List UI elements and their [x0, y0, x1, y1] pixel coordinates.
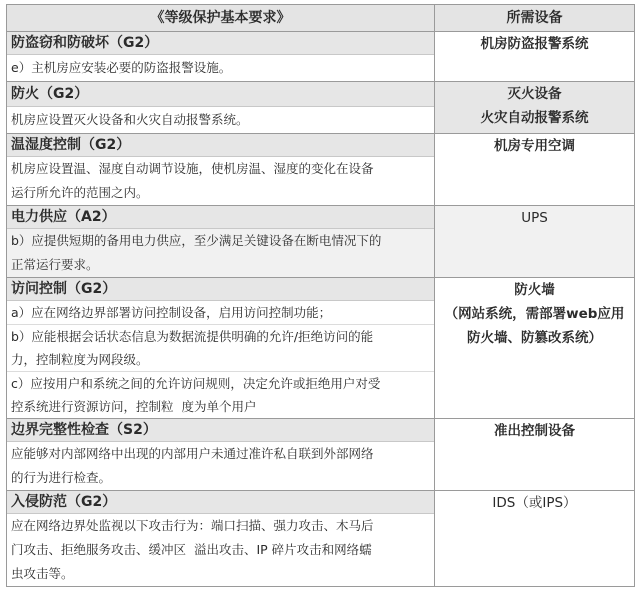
requirement-line: c）应按用户和系统之间的允许访问规则，决定允许或拒绝用户对受 — [7, 371, 434, 395]
equipment-name: 准出控制设备 — [494, 423, 575, 439]
requirement-line: 应能够对内部网络中出现的内部用户未通过准许私自联到外部网络 — [11, 446, 374, 461]
equipment-name: IDS（或IPS） — [492, 495, 577, 511]
requirement-line: b）应提供短期的备用电力供应，至少满足关键设备在断电情况下的 — [7, 229, 434, 253]
equipment-cell — [435, 134, 635, 206]
requirement-line: e）主机房应安装必要的防盗报警设施。 — [11, 60, 232, 75]
header-equipment: 所需设备 — [435, 5, 635, 32]
requirement-line: 运行所允许的范围之内。 — [11, 185, 149, 200]
requirement-cell — [7, 32, 435, 82]
requirement-title: 访问控制（G2） — [7, 278, 434, 301]
requirement-cell — [7, 419, 435, 491]
requirement-cell — [7, 278, 435, 419]
requirement-title: 温湿度控制（G2） — [7, 134, 434, 157]
table-row-boundary-integrity — [7, 419, 635, 491]
equipment-name: 灭火设备 — [507, 86, 562, 102]
requirement-line: 虫攻击等。 — [11, 566, 74, 581]
requirement-cell — [7, 491, 435, 587]
requirements-table — [6, 4, 635, 587]
requirement-line: a）应在网络边界部署访问控制设备，启用访问控制功能； — [11, 305, 332, 320]
table-row-anti-theft — [7, 32, 635, 82]
requirement-cell — [7, 82, 435, 134]
equipment-name: 机房专用空调 — [494, 138, 575, 154]
requirement-cell — [7, 134, 435, 206]
requirement-line: 力，控制粒度为网段级。 — [11, 352, 149, 367]
requirement-line: 控系统进行资源访问，控制粒 度为单个用户 — [11, 399, 257, 414]
equipment-name: 火灾自动报警系统 — [480, 110, 589, 126]
equipment-cell — [435, 419, 635, 491]
equipment-cell — [435, 491, 635, 587]
equipment-cell — [435, 206, 635, 278]
table-row-power — [7, 206, 635, 278]
equipment-name: 机房防盗报警系统 — [480, 36, 589, 52]
table-row-temperature — [7, 134, 635, 206]
requirement-title: 防盗窃和防破坏（G2） — [7, 32, 434, 55]
equipment-note: 防火墙、防篡改系统） — [467, 330, 602, 346]
table-row-intrusion-prevention — [7, 491, 635, 587]
requirement-line: 机房应设置灭火设备和火灾自动报警系统。 — [11, 112, 249, 127]
requirement-title: 边界完整性检查（S2） — [7, 419, 434, 442]
equipment-cell — [435, 32, 635, 82]
requirement-line: 的行为进行检查。 — [11, 470, 112, 485]
header-requirements: 《等级保护基本要求》 — [7, 5, 435, 32]
table-header-row — [7, 5, 635, 32]
equipment-note: （网站系统，需部署web应用 — [444, 306, 625, 322]
requirement-title: 防火（G2） — [7, 82, 434, 107]
equipment-cell — [435, 278, 635, 419]
equipment-name: 防火墙 — [514, 282, 555, 298]
equipment-name: UPS — [521, 210, 548, 226]
requirement-cell — [7, 206, 435, 278]
requirement-line: 应在网络边界处监视以下攻击行为：端口扫描、强力攻击、木马后 — [11, 518, 374, 533]
requirement-line: 门攻击、拒绝服务攻击、缓冲区 溢出攻击、IP 碎片攻击和网络蠕 — [11, 542, 372, 557]
requirement-title: 入侵防范（G2） — [7, 491, 434, 514]
table-row-access-control — [7, 278, 635, 419]
requirement-line: b）应能根据会话状态信息为数据流提供明确的允许/拒绝访问的能 — [7, 324, 434, 348]
equipment-cell — [435, 82, 635, 134]
requirement-line: 机房应设置温、湿度自动调节设施，使机房温、湿度的变化在设备 — [11, 161, 374, 176]
requirement-line: 正常运行要求。 — [7, 253, 434, 277]
table-row-fire — [7, 82, 635, 134]
requirement-title: 电力供应（A2） — [7, 206, 434, 229]
